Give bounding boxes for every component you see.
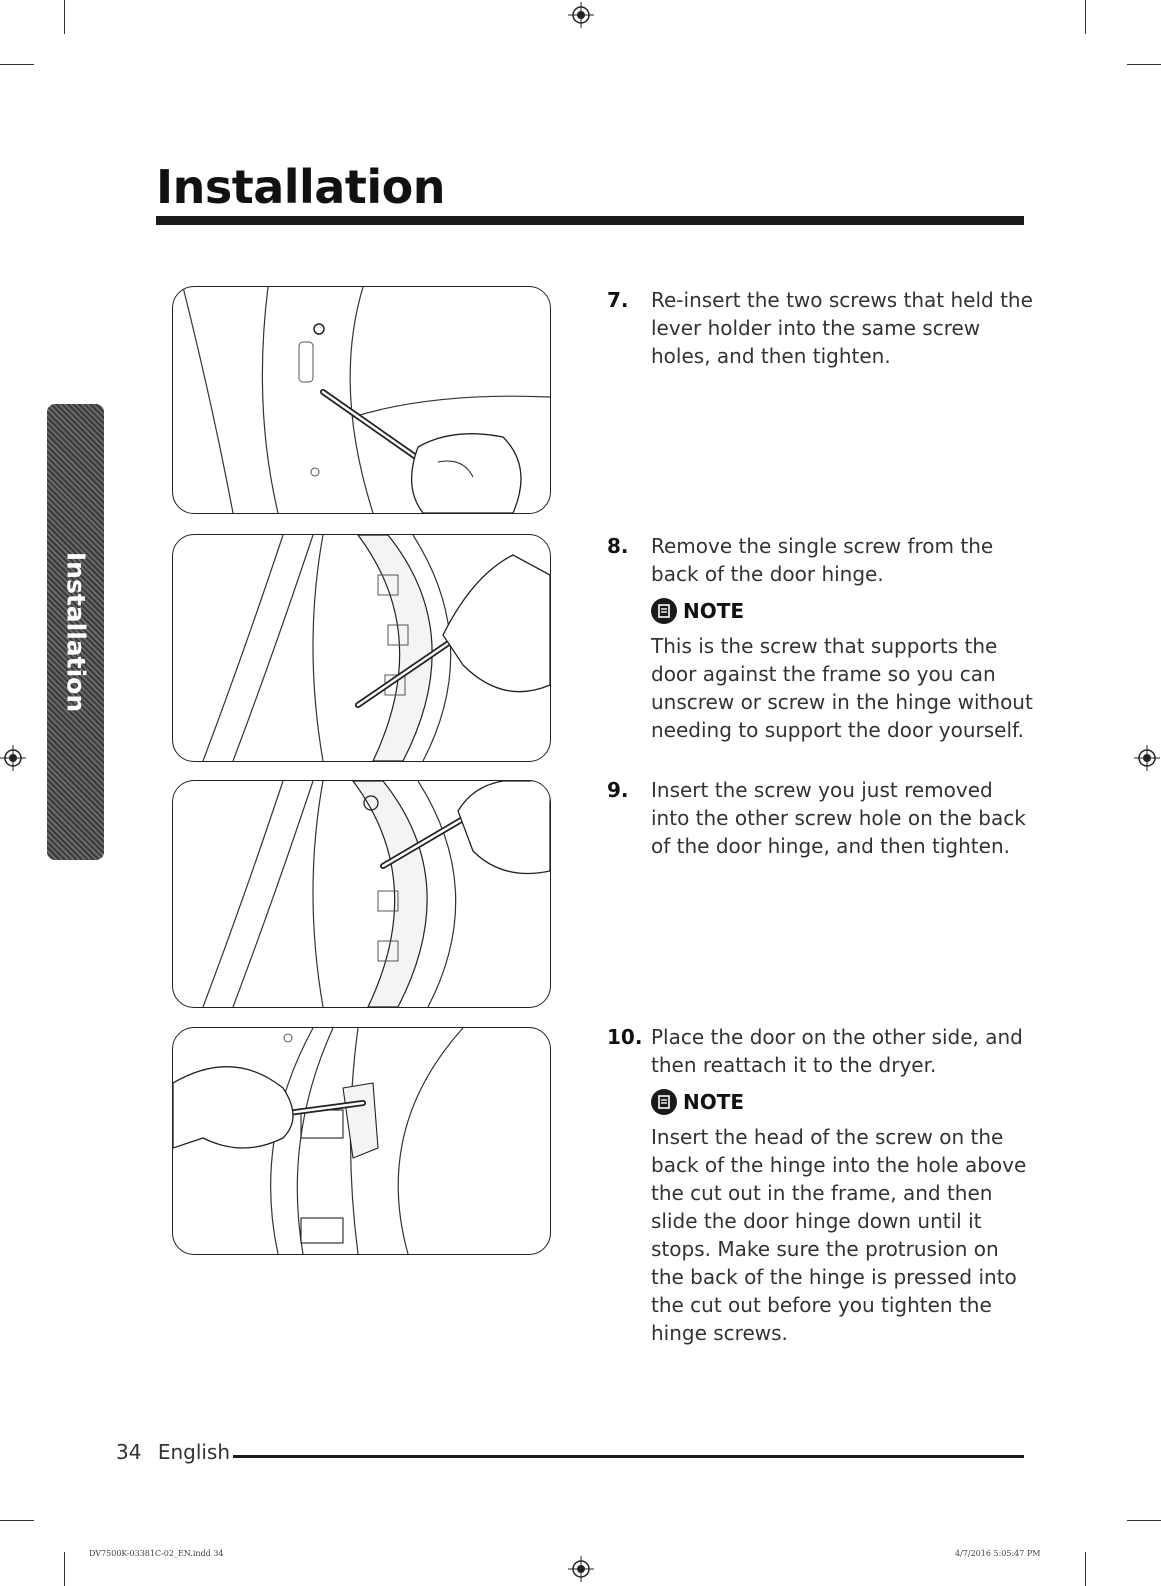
page-title: Installation xyxy=(156,160,445,214)
step-text: Remove the single screw from the back of the door hinge. xyxy=(651,534,994,586)
figure-step-7 xyxy=(172,286,551,514)
step-text: Place the door on the other side, and then reattach it to the dryer. xyxy=(651,1025,1023,1077)
figure-step-10 xyxy=(172,1027,551,1255)
side-tab xyxy=(47,404,104,860)
step-number: 8. xyxy=(607,534,629,558)
step-text: Insert the screw you just removed into the other screw hole on the back of the door hinge, and then tighten. xyxy=(651,778,1026,858)
title-rule xyxy=(156,216,1024,225)
door-hinge-screw-removal-illustration xyxy=(173,535,550,761)
print-slug-file: DV7500K-03381C-02_EN.indd 34 xyxy=(89,1549,224,1558)
footer-rule xyxy=(233,1455,1024,1458)
figure-step-8 xyxy=(172,534,551,762)
registration-mark-icon xyxy=(568,2,594,28)
print-slug-date: 4/7/2016 5:05:47 PM xyxy=(955,1549,1041,1558)
step-number: 10. xyxy=(607,1025,643,1049)
page-language: English xyxy=(157,1440,231,1464)
crop-mark xyxy=(1127,1520,1161,1521)
door-reattach-illustration xyxy=(173,1028,550,1254)
step-7 xyxy=(607,286,1037,370)
step-number: 7. xyxy=(607,288,629,312)
note-label: NOTE xyxy=(683,599,745,623)
note-text: This is the screw that supports the door against the frame so you can unscrew or screw in the hinge without needing to support the door yourself. xyxy=(651,634,1033,742)
crop-mark xyxy=(0,1520,34,1521)
page-number: 34 xyxy=(116,1440,142,1464)
note-icon xyxy=(651,1089,677,1115)
note-text: Insert the head of the screw on the back of the hinge into the hole above the cut out in the frame, and then slide the door hinge down until it stops. Make sure the protrusion on the back of the hinge is pressed into the cut out before you tighten the hinge screws. xyxy=(651,1125,1027,1345)
crop-mark xyxy=(1085,0,1086,34)
side-tab-label: Installation xyxy=(61,551,90,713)
step-text: Re-insert the two screws that held the lever holder into the same screw holes, and then tighten. xyxy=(651,288,1033,368)
note-label: NOTE xyxy=(683,1090,745,1114)
crop-mark xyxy=(0,64,34,65)
lever-holder-screw-illustration xyxy=(173,287,550,513)
door-hinge-screw-insert-illustration xyxy=(173,781,550,1007)
step-8 xyxy=(607,532,1037,744)
registration-mark-icon xyxy=(0,745,26,771)
registration-mark-icon xyxy=(568,1556,594,1582)
step-10 xyxy=(607,1023,1037,1347)
crop-mark xyxy=(1085,1552,1086,1586)
crop-mark xyxy=(64,1552,65,1586)
note-heading xyxy=(651,1089,1037,1115)
step-number: 9. xyxy=(607,778,629,802)
crop-mark xyxy=(1127,64,1161,65)
registration-mark-icon xyxy=(1134,745,1160,771)
page-footer xyxy=(116,1440,230,1464)
crop-mark xyxy=(64,0,65,34)
note-icon xyxy=(651,598,677,624)
note-heading xyxy=(651,598,1037,624)
step-9 xyxy=(607,776,1037,860)
figure-step-9 xyxy=(172,780,551,1008)
